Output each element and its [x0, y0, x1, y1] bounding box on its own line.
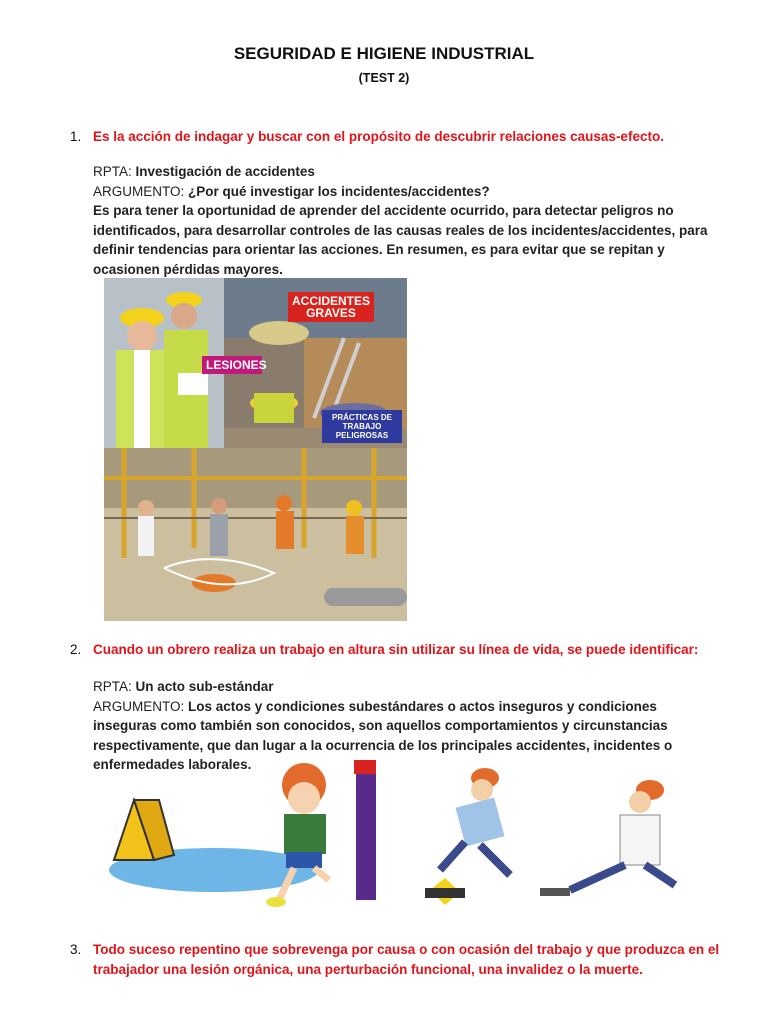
rpta-line [93, 162, 713, 182]
rpta-label: RPTA: [93, 164, 132, 179]
argument-label: ARGUMENTO: [93, 183, 185, 199]
tag-accidentes-graves: ACCIDENTES GRAVES [288, 292, 374, 322]
argument-line [93, 182, 713, 202]
collage-top-panel [104, 278, 407, 448]
question-number: 1. [70, 129, 82, 144]
accident-collage-image [104, 278, 407, 621]
wet-floor-cartoon [104, 760, 376, 910]
question-3 [70, 940, 720, 980]
page-title: SEGURIDAD E HIGIENE INDUSTRIAL [233, 44, 535, 63]
falling-workers-image [400, 760, 690, 918]
question-prompt: Todo suceso repentino que sobrevenga por causa o con ocasión del trabajo y que produzca en el trabajador una lesión orgánica, una perturbación funcional, una invalidez o la muerte. [93, 942, 720, 977]
rpta-line [93, 677, 713, 697]
question-number: 2. [70, 642, 82, 657]
question-prompt: Es la acción de indagar y buscar con el propósito de descubrir relaciones causas-efecto. [93, 129, 664, 144]
rpta-value: Investigación de accidentes [135, 164, 315, 179]
answer-1 [93, 162, 713, 279]
question-prompt: Cuando un obrero realiza un trabajo en altura sin utilizar su línea de vida, se puede identificar: [93, 642, 699, 657]
falling-workers-cartoon [400, 760, 690, 918]
wet-floor-slip-image [104, 760, 376, 910]
argument-question: ¿Por qué investigar los incidentes/accidentes? [188, 183, 490, 199]
question-1 [70, 127, 720, 147]
tag-practicas: PRÁCTICAS DE TRABAJO PELIGROSAS [322, 410, 402, 443]
construction-site-scene [104, 448, 407, 621]
collage-bottom-panel [104, 448, 407, 621]
page-subtitle: (TEST 2) [358, 71, 410, 85]
argument-body: Es para tener la oportunidad de aprender del accidente ocurrido, para detectar peligros no identificados, para desarrollar controles de las causas reales de los incidentes/accidentes, para definir tendencias para orientar las acciones. En resumen, es para evitar que se repitan y ocasionen pérdidas mayores. [93, 203, 708, 277]
rpta-value: Un acto sub-estándar [135, 679, 274, 694]
argument-label: ARGUMENTO: [93, 698, 185, 714]
tag-lesiones: LESIONES [202, 356, 262, 374]
argument-body: Los actos y condiciones subestándares o actos inseguros y condiciones inseguras como también son conocidos, son aquellos comportamientos y circunstancias respectivamente, que dan lugar a la ocurrencia de los principales accidentes, incidentes o enfermedades laborales. [93, 698, 673, 772]
question-number: 3. [70, 942, 82, 957]
rpta-label: RPTA: [93, 679, 132, 694]
question-2 [70, 640, 720, 660]
